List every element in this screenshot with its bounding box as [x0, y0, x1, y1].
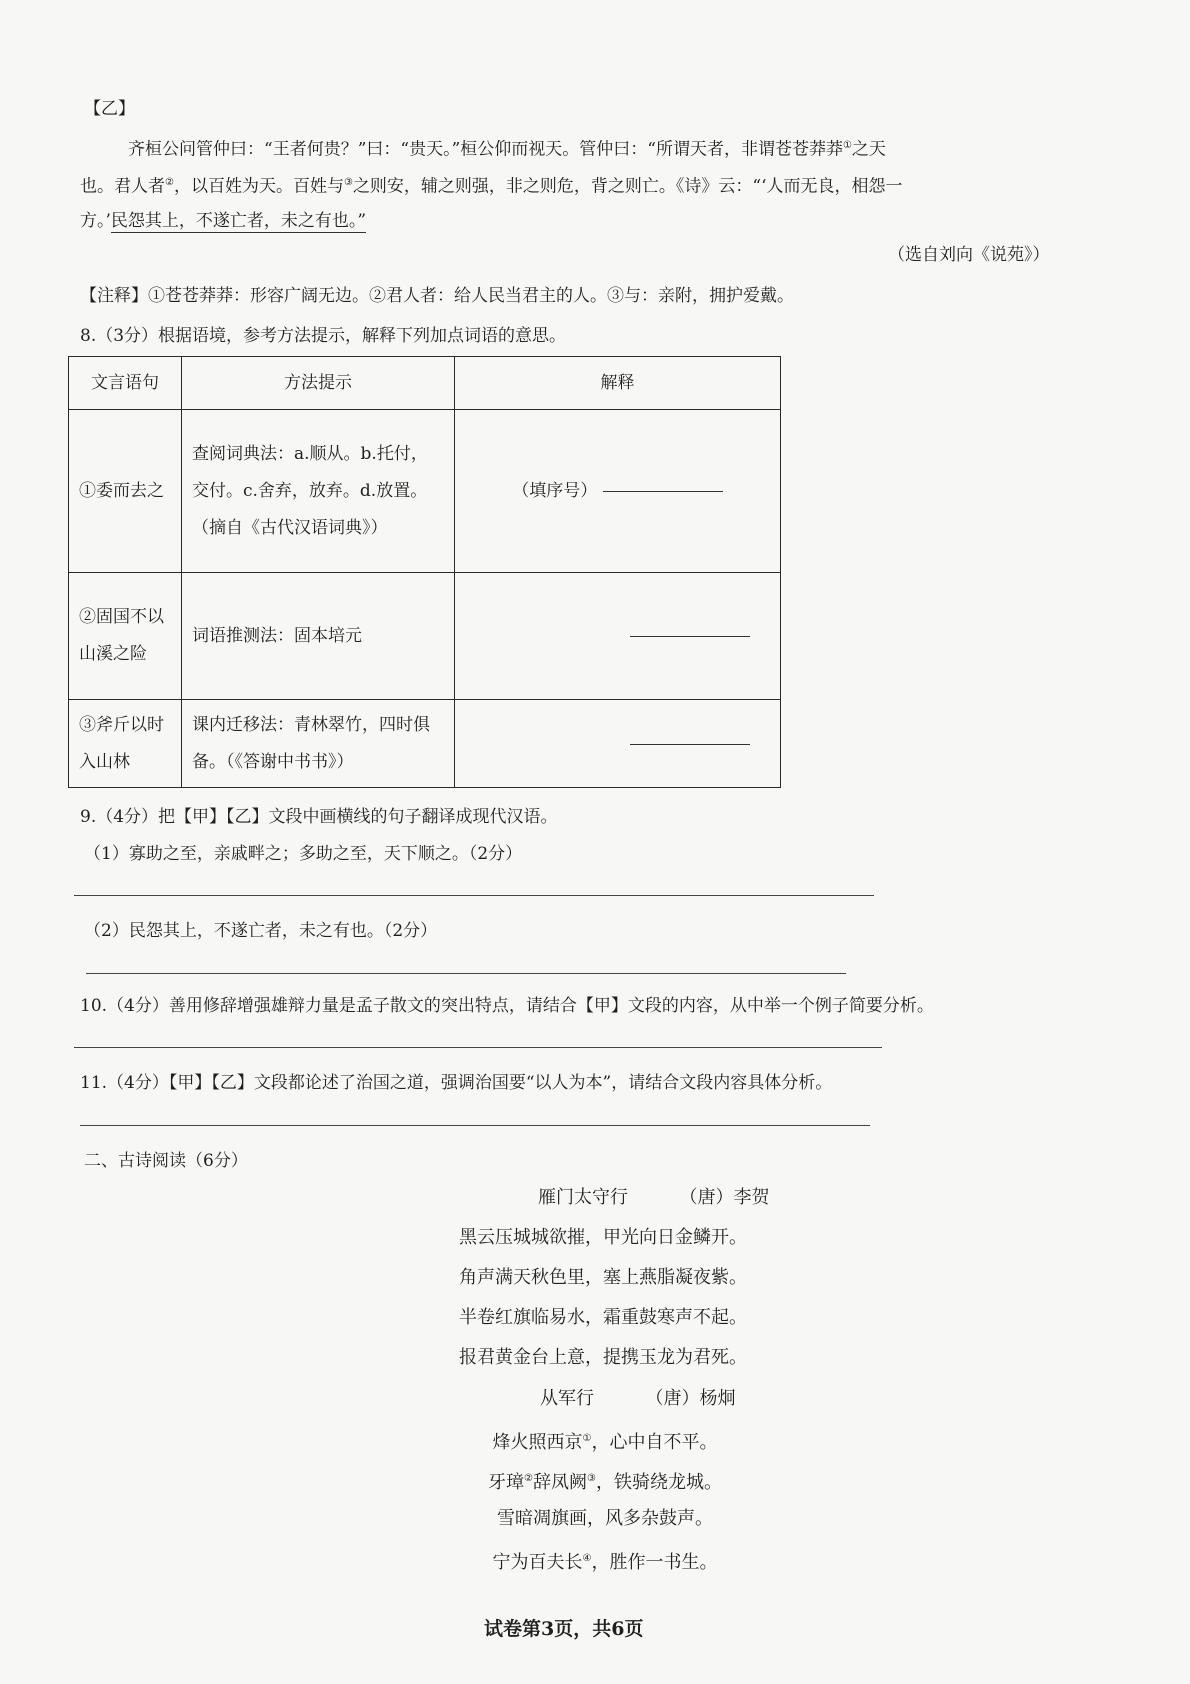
answer-blank[interactable] — [603, 490, 723, 492]
poem-text: 辞凤阙 — [533, 1472, 587, 1493]
poem-2-line: 雪暗凋旗画，风多杂鼓声。 — [497, 1508, 713, 1529]
poem-2-line — [0, 1468, 1190, 1494]
passage-text: 也。君人者 — [80, 176, 165, 197]
header-method: 方法提示 — [182, 357, 455, 410]
answer-cell — [455, 410, 781, 573]
footnote-marker: ② — [165, 177, 174, 188]
passage-text: ，以百姓为天。百姓与 — [173, 176, 344, 197]
answer-line[interactable] — [74, 1047, 882, 1048]
answer-line[interactable] — [86, 973, 846, 974]
table-row — [69, 700, 781, 788]
poem-1-line: 角声满天秋色里，塞上燕脂凝夜紫。 — [459, 1267, 747, 1288]
poem-1-heading — [538, 1187, 769, 1209]
sentence-cell: ①委而去之 — [69, 410, 182, 573]
section-yi-heading: 【乙】 — [84, 99, 135, 119]
header-sentence: 文言语句 — [69, 357, 182, 410]
question-9: 9.（4分）把【甲】【乙】文段中画横线的句子翻译成现代汉语。 — [80, 807, 558, 827]
passage-text: 齐桓公问管仲曰：“王者何贵？”曰：“贵天。”桓公仰而视天。管仲曰：“所谓天者，非谓苍苍莽莽 — [128, 139, 843, 160]
answer-cell — [455, 700, 781, 788]
question-10: 10.（4分）善用修辞增强雄辩力量是孟子散文的突出特点，请结合【甲】文段的内容，从中举一个例子简要分析。 — [80, 996, 934, 1016]
poem-1-line: 报君黄金台上意，提携玉龙为君死。 — [459, 1347, 747, 1368]
footnote-marker: ① — [582, 1433, 592, 1444]
poem-text: 烽火照西京 — [492, 1432, 583, 1453]
method-cell: 课内迁移法：青林翠竹，四时俱备。（《答谢中书书》） — [182, 700, 455, 788]
header-answer: 解释 — [455, 357, 781, 410]
sentence-cell: ②固国不以山溪之险 — [69, 573, 182, 700]
footnote-marker: ③ — [343, 177, 353, 188]
passage-line-1 — [128, 135, 886, 161]
poem-2-author: （唐）杨炯 — [645, 1388, 736, 1409]
poem-2-title: 从军行 — [540, 1388, 594, 1409]
footnote-marker: ③ — [587, 1473, 596, 1484]
poem-text: ，胜作一书生。 — [591, 1552, 718, 1573]
answer-hint: （填序号） — [512, 480, 598, 501]
answer-blank[interactable] — [630, 635, 750, 637]
q8-table — [68, 356, 781, 788]
poem-text: 宁为百夫长 — [492, 1552, 583, 1573]
poem-2-line — [0, 1428, 1190, 1454]
question-8: 8.（3分）根据语境，参考方法提示，解释下列加点词语的意思。 — [80, 326, 567, 346]
poem-1-author: （唐）李贺 — [679, 1187, 770, 1208]
answer-line[interactable] — [80, 1125, 870, 1126]
table-row — [69, 410, 781, 573]
source-citation: （选自刘向《说苑》） — [888, 245, 1050, 265]
passage-text: 之天 — [851, 139, 886, 160]
passage-text: 之则安，辅之则强，非之则危，背之则亡。《诗》云：“‘人而无良，相怨一 — [352, 176, 903, 197]
poem-text: 牙璋 — [488, 1472, 525, 1493]
poem-text: ，铁骑绕龙城。 — [595, 1472, 722, 1493]
footnote-marker: ④ — [582, 1553, 592, 1564]
section-2-heading: 二、古诗阅读（6分） — [84, 1151, 248, 1171]
method-cell: 查阅词典法：a.顺从。b.托付，交付。c.舍弃，放弃。d.放置。（摘自《古代汉语词典》） — [182, 410, 455, 573]
poem-2-heading — [540, 1388, 735, 1410]
poem-1-title: 雁门太守行 — [538, 1187, 628, 1208]
underlined-sentence: 民怨其上，不遂亡者，未之有也。” — [110, 211, 367, 231]
poem-text: ，心中自不平。 — [591, 1432, 718, 1453]
footnote-marker: ① — [842, 140, 852, 151]
footnote-marker: ② — [524, 1473, 533, 1484]
answer-blank[interactable] — [630, 743, 750, 745]
question-9-sub-1: （1）寡助之至，亲戚畔之；多助之至，天下顺之。（2分） — [84, 844, 523, 864]
table-header-row — [69, 357, 781, 410]
answer-line[interactable] — [74, 895, 874, 896]
passage-text: 方。’ — [80, 211, 111, 231]
notes: 【注释】①苍苍莽莽：形容广阔无边。②君人者：给人民当君主的人。③与：亲附，拥护爱戴。 — [80, 286, 794, 306]
passage-line-2 — [80, 172, 903, 198]
question-11: 11.（4分）【甲】【乙】文段都论述了治国之道，强调治国要“以人为本”，请结合文段内容具体分析。 — [80, 1073, 833, 1093]
poem-1-line: 黑云压城城欲摧，甲光向日金鳞开。 — [459, 1227, 747, 1248]
table-row — [69, 573, 781, 700]
answer-cell — [455, 573, 781, 700]
question-9-sub-2: （2）民怨其上，不遂亡者，未之有也。（2分） — [84, 921, 438, 941]
passage-line-3 — [80, 210, 366, 232]
poem-2-line — [0, 1548, 1190, 1574]
page-footer: 试卷第3页，共6页 — [484, 1618, 644, 1640]
method-cell: 词语推测法：固本培元 — [182, 573, 455, 700]
sentence-cell: ③斧斤以时入山林 — [69, 700, 182, 788]
poem-1-line: 半卷红旗临易水，霜重鼓寒声不起。 — [459, 1307, 747, 1328]
